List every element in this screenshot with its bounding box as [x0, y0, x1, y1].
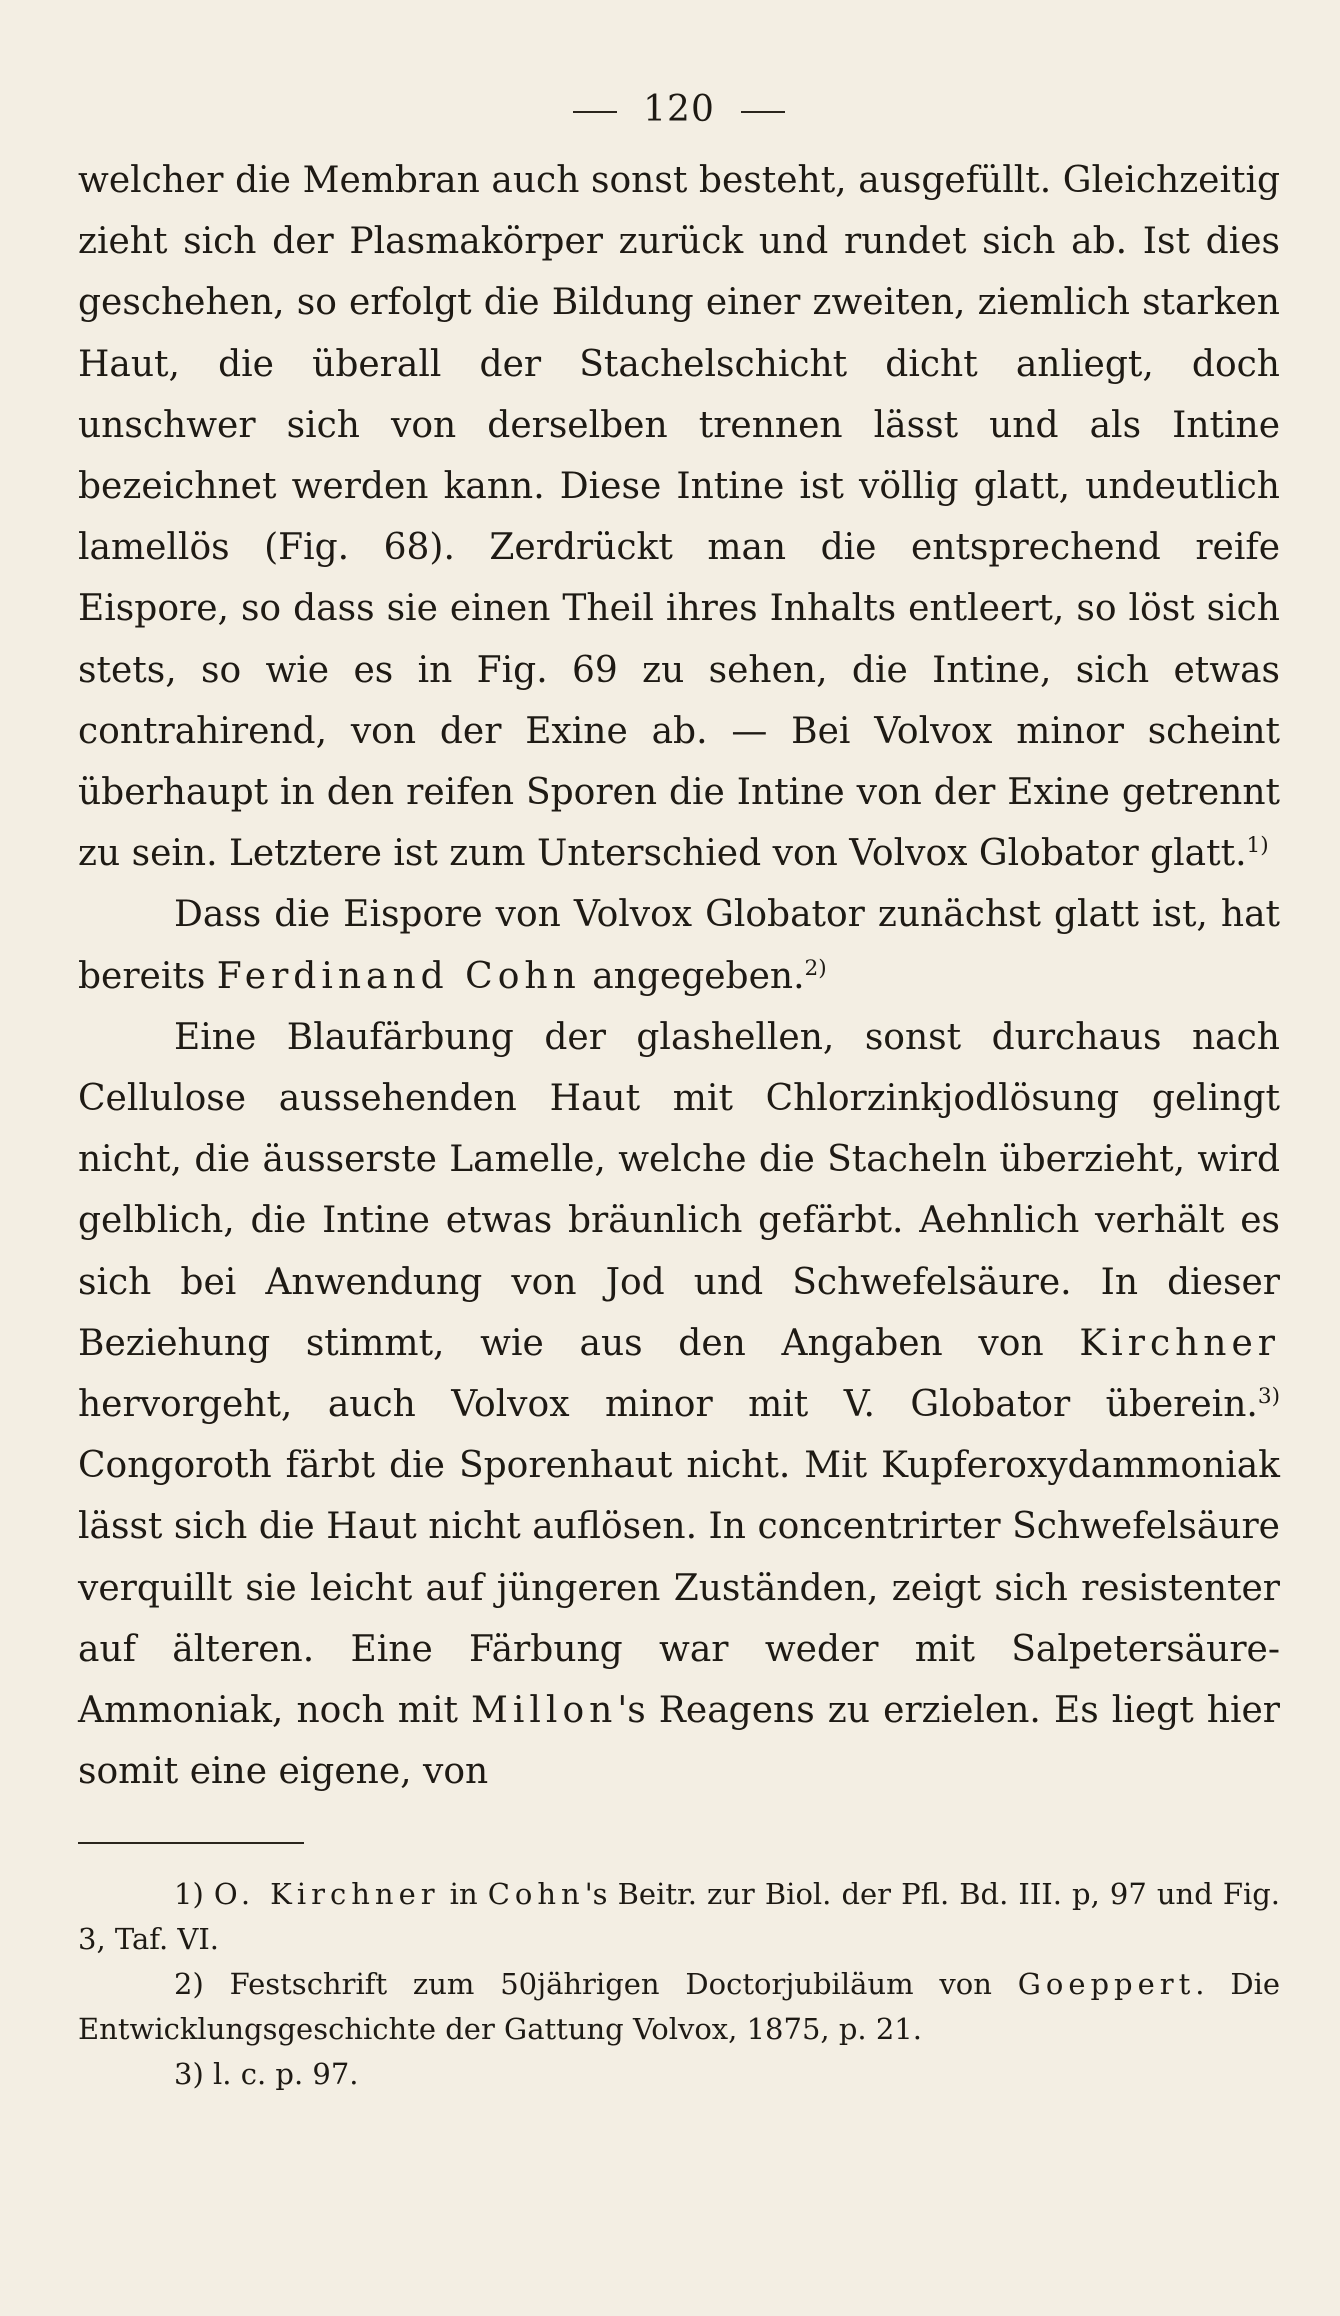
footnote-1-text-1: in	[439, 1877, 488, 1912]
footnote-2-text-1: Festschrift zum 50jährigen Doctorjubiläum von	[229, 1967, 1018, 2002]
footnote-ref-3: 3)	[1257, 1384, 1280, 1410]
header-dash-right	[741, 111, 785, 113]
paragraph-3-text-3: Congoroth färbt die Sporenhaut nicht. Mit Kupferoxydammoniak lässt sich die Haut nicht auflösen. In concentrirter Schwefelsäure verquillt sie leicht auf jüngeren Zuständen, zeigt sich resistenter auf älteren. Eine Färbung war weder mit Salpetersäure-Ammoniak, noch mit	[78, 1445, 1280, 1732]
footnote-1-author-2: Cohn	[487, 1877, 585, 1912]
paragraph-3-text-4: 's Reagens zu erzielen. Es liegt hier somit eine eigene, von	[78, 1690, 1280, 1793]
footnote-1-author: O. Kirchner	[213, 1877, 440, 1912]
author-name-millon: Millon	[471, 1690, 618, 1732]
author-name-cohn: Ferdinand Cohn	[216, 955, 581, 997]
paragraph-2	[78, 884, 1280, 1006]
footnote-separator	[78, 1842, 304, 1844]
footnote-2-marker: 2)	[174, 1967, 204, 2002]
page-header	[78, 84, 1280, 136]
footnote-3-marker: 3)	[174, 2057, 204, 2092]
footnote-3-text: l. c. p. 97.	[212, 2057, 359, 2092]
paragraph-1-text: welcher die Membran auch sonst besteht, ausgefüllt. Gleichzeitig zieht sich der Plasmakörper zurück und rundet sich ab. Ist dies geschehen, so erfolgt die Bildung einer zweiten, ziemlich starken Haut, die überall der Stachelschicht dicht anliegt, doch unschwer sich von derselben trennen lässt und als Intine bezeichnet werden kann. Diese Intine ist völlig glatt, undeutlich lamellös (Fig. 68). Zerdrückt man die entsprechend reife Eispore, so dass sie einen Theil ihres Inhalts entleert, so löst sich stets, so wie es in Fig. 69 zu sehen, die Intine, sich etwas contrahirend, von der Exine ab. — Bei Volvox minor scheint überhaupt in den reifen Sporen die Intine von der Exine getrennt zu sein. Letztere ist zum Unterschied von Volvox Globator glatt.	[78, 160, 1280, 875]
body-text	[78, 150, 1280, 1802]
author-name-kirchner: Kirchner	[1079, 1322, 1280, 1364]
footnote-1-marker: 1)	[174, 1877, 204, 1912]
footnote-2	[78, 1962, 1280, 2052]
footnote-2-text-2: . Die Entwicklungsgeschichte der Gattung Volvox, 1875, p. 21.	[78, 1967, 1281, 2047]
footnotes	[78, 1872, 1280, 2097]
page-number: 120	[643, 89, 715, 130]
header-dash-left	[573, 111, 617, 113]
footnote-3	[78, 2052, 1280, 2097]
paragraph-3-text-2: hervorgeht, auch Volvox minor mit V. Globator überein.	[78, 1384, 1258, 1426]
paragraph-2-text-before: Dass die Eispore von Volvox Globator zunächst glatt ist, hat bereits	[78, 894, 1280, 997]
footnote-ref-1: 1)	[1246, 833, 1269, 859]
footnote-1-text-2: 's Beitr. zur Biol. der Pfl. Bd. III. p, 97 und Fig. 3, Taf. VI.	[78, 1877, 1281, 1957]
footnote-2-author: Goeppert	[1017, 1967, 1196, 2002]
paragraph-3	[78, 1007, 1280, 1803]
footnote-1	[78, 1872, 1280, 1962]
paragraph-1	[78, 150, 1280, 884]
paragraph-2-text-after: angegeben.	[580, 955, 805, 997]
paragraph-3-text-1: Eine Blaufärbung der glashellen, sonst durchaus nach Cellulose aussehenden Haut mit Chlorzinkjodlösung gelingt nicht, die äusserste Lamelle, welche die Stacheln überzieht, wird gelblich, die Intine etwas bräunlich gefärbt. Aehnlich verhält es sich bei Anwendung von Jod und Schwefelsäure. In dieser Beziehung stimmt, wie aus den Angaben von	[78, 1016, 1280, 1364]
footnote-ref-2: 2)	[804, 955, 827, 981]
